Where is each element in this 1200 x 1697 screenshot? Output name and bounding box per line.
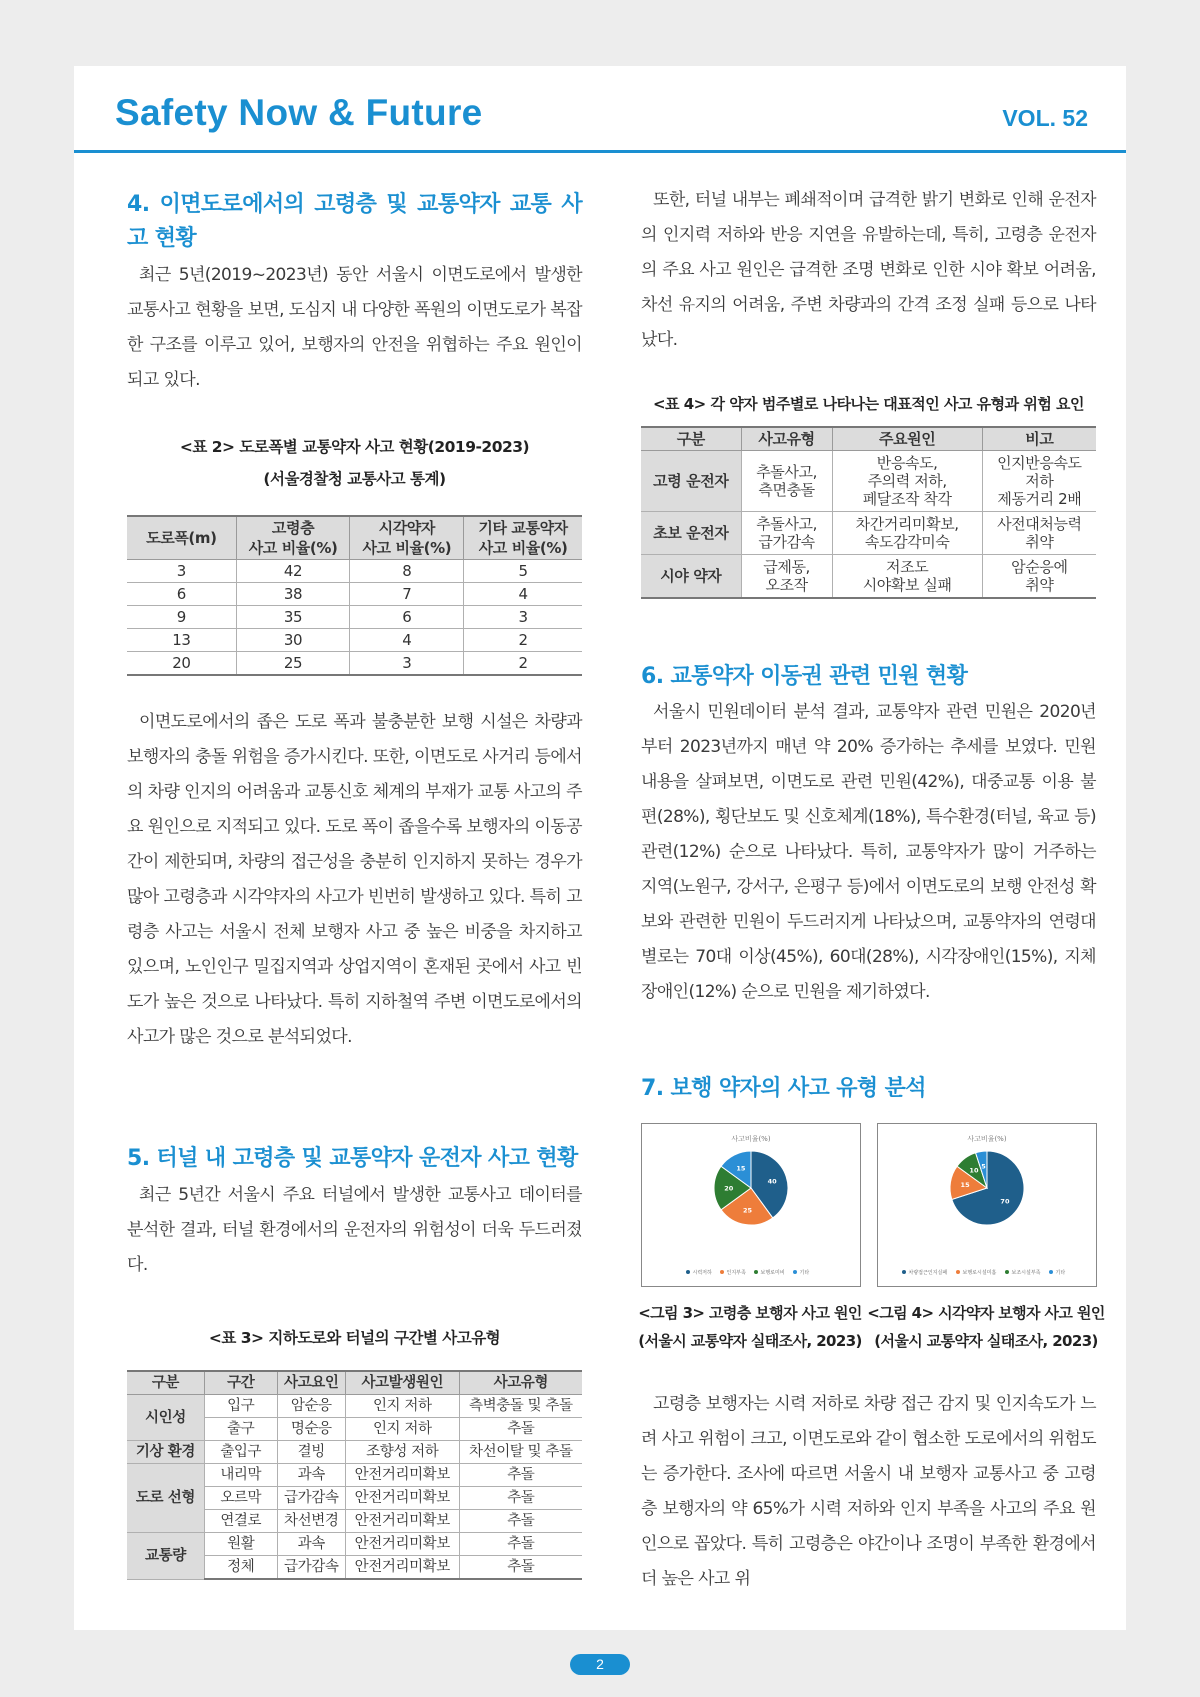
legend-label: 인지부족 [726,1270,746,1276]
table-row [127,606,582,629]
table-header-cell: 기타 교통약자 사고 비율(%) [464,516,582,560]
table-cell: 20 [127,652,236,676]
table-header-cell: 사고유형 [741,427,832,451]
table-cell: 차선변경 [277,1510,345,1533]
figure-4-source: (서울시 교통약자 실태조사, 2023) [874,1332,1098,1350]
table-header-row [127,516,582,560]
table-cell: 2 [464,652,582,676]
table-cell: 인지 저하 [345,1395,459,1418]
table-cell: 35 [236,606,350,629]
table-cell: 사전대처능력 취약 [982,512,1096,555]
section-7-paragraph-1: 고령층 보행자는 시력 저하로 차량 접근 감지 및 인지속도가 느려 사고 위험이 크고, 이면도로와 같이 협소한 도로에서의 위험도는 증가한다. 조사에 따르면 서울시 내 보행자 교통사고 중 고령층 보행자의 약 65%가 시력 저하와 인지 부족을 사고의 주요 원인으로 꼽았다. 특히 고령층은 야간이나 조명이 부족한 환경에서 더 높은 사고 위 [641,1394,1096,1589]
section-4-paragraph-1: 최근 5년(2019~2023년) 동안 서울시 이면도로에서 발생한 교통사고 현황을 보면, 도심지 내 다양한 폭원의 이면도로가 복잡한 구조를 이루고 있어, 보행자의 안전을 위협하는 주요 원인이 되고 있다. [127,265,582,390]
table-row [127,1533,582,1556]
table-cell: 추돌 [459,1487,582,1510]
section-5 [127,1142,582,1283]
chart-legend [686,1269,809,1276]
table-cell: 안전거리미확보 [345,1487,459,1510]
table-header-cell: 도로폭(m) [127,516,236,560]
table-row [641,512,1096,555]
table-cell: 암순응에 취약 [982,555,1096,599]
pie-chart-4 [878,1124,1096,1286]
table-cell: 출구 [204,1418,277,1441]
table-cell: 추돌사고, 측면충돌 [741,451,832,512]
table-header-cell: 사고발생원인 [345,1371,459,1395]
table-group-cell: 도로 선형 [127,1464,204,1533]
data-label: 20 [724,1184,734,1193]
data-label: 70 [1000,1197,1010,1206]
table-header-cell: 비고 [982,427,1096,451]
table-header-cell: 구간 [204,1371,277,1395]
table-header-row [641,427,1096,451]
table-row [127,652,582,676]
table-cell: 8 [350,560,464,583]
table-cell: 명순응 [277,1418,345,1441]
table-cell: 38 [236,583,350,606]
figure-4-chart [877,1123,1097,1287]
table-cell: 안전거리미확보 [345,1556,459,1580]
section-5-paragraph-1: 최근 5년간 서울시 주요 터널에서 발생한 교통사고 데이터를 분석한 결과, 터널 환경에서의 운전자의 위험성이 더욱 두드러졌다. [127,1185,582,1275]
legend-marker [902,1270,906,1274]
data-label: 10 [969,1166,979,1175]
table-cell: 오르막 [204,1487,277,1510]
table-3-caption: <표 3> 지하도로와 터널의 구간별 사고유형 [208,1329,501,1347]
table-cell: 연결로 [204,1510,277,1533]
table-cell: 저조도 시야확보 실패 [832,555,982,599]
table-cell: 추돌 [459,1510,582,1533]
table-group-cell: 초보 운전자 [641,512,741,555]
legend-marker [720,1270,724,1274]
table-cell: 추돌 [459,1556,582,1580]
section-6-paragraph-1: 서울시 민원데이터 분석 결과, 교통약자 관련 민원은 2020년부터 2023년까지 매년 약 20% 증가하는 추세를 보였다. 민원 내용을 살펴보면, 이면도로 관련 민원(42%), 대중교통 이용 불편(28%), 횡단보도 및 신호체계(18%), 특수환경(터널, 육교 등) 관련(12%) 순으로 나타났다. 특히, 교통약자가 많이 거주하는 지역(노원구, 강서구, 은평구 등)에서 이면도로의 보행 안전성 확보와 관련한 민원이 두드러지게 나타났으며, 교통약자의 연령대별로는 70대 이상(45%), 60대(28%), 시각장애인(15%), 지체장애인(12%) 순으로 민원을 제기하였다. [641,702,1096,1002]
table-cell: 출입구 [204,1441,277,1464]
data-label: 40 [767,1177,777,1186]
legend-marker [956,1270,960,1274]
table-header-cell: 주요원인 [832,427,982,451]
table-header-row [127,1371,582,1395]
table-cell: 6 [350,606,464,629]
chart-title: 사고비율(%) [731,1135,771,1143]
table-4-block [641,388,1096,599]
table-cell: 9 [127,606,236,629]
legend-label: 시력저하 [692,1270,712,1276]
section-5-title: 5. 터널 내 고령층 및 교통약자 운전자 사고 현황 [127,1146,578,1171]
legend-label: 보조시설부족 [1011,1270,1041,1276]
legend-marker [1049,1270,1053,1274]
table-cell: 과속 [277,1533,345,1556]
table-4 [641,426,1096,599]
table-cell: 30 [236,629,350,652]
table-4-caption: <표 4> 각 약자 범주별로 나타나는 대표적인 사고 유형과 위험 요인 [652,395,1085,413]
table-cell: 차간거리미확보, 속도감각미숙 [832,512,982,555]
figure-4-title: <그림 4> 시각약자 보행자 사고 원인 [867,1304,1105,1322]
table-cell: 급가감속 [277,1487,345,1510]
table-cell: 반응속도, 주의력 저하, 페달조작 착각 [832,451,982,512]
table-cell: 급제동, 오조작 [741,555,832,599]
table-cell: 측벽충돌 및 추돌 [459,1395,582,1418]
table-cell: 추돌 [459,1418,582,1441]
section-4 [127,188,582,398]
data-label: 15 [736,1164,746,1173]
table-cell: 5 [464,560,582,583]
table-row [641,451,1096,512]
table-2-caption: <표 2> 도로폭별 교통약자 사고 현황(2019-2023) [179,438,530,456]
legend-marker [754,1270,758,1274]
table-cell: 3 [464,606,582,629]
section-6 [641,660,1096,1010]
table-group-cell: 기상 환경 [127,1441,204,1464]
section-7-heading [641,1072,1096,1106]
section-4-paragraph-2: 이면도로에서의 좁은 도로 폭과 불충분한 보행 시설은 차량과 보행자의 충돌 위험을 증가시킨다. 또한, 이면도로 사거리 등에서의 차량 인지의 어려움과 교통신호 체계의 부재가 교통 사고의 주요 원인으로 지적되고 있다. 도로 폭이 좁을수록 보행자의 이동공간이 제한되며, 차량의 접근성을 충분히 인지하지 못하는 경우가 많아 고령층과 시각약자의 사고가 빈번히 발생하고 있다. 특히 고령층 사고는 서울시 전체 보행자 사고 중 높은 비중을 차지하고 있으며, 노인인구 밀집지역과 상업지역이 혼재된 곳에서 사고 빈도가 높은 것으로 나타났다. 특히 지하철역 주변 이면도로에서의 사고가 많은 것으로 분석되었다. [127,712,582,1047]
table-cell: 과속 [277,1464,345,1487]
table-3-block [127,1322,582,1580]
table-cell: 4 [350,629,464,652]
figure-3-title: <그림 3> 고령층 보행자 사고 원인 [638,1304,862,1322]
table-cell: 7 [350,583,464,606]
table-row [127,1395,582,1418]
table-cell: 42 [236,560,350,583]
figure-4-caption [866,1299,1106,1355]
table-cell: 안전거리미확보 [345,1510,459,1533]
table-group-cell: 교통량 [127,1533,204,1580]
table-header-cell: 사고요인 [277,1371,345,1395]
table-2 [127,515,582,676]
data-label: 25 [743,1206,753,1215]
table-group-cell: 시인성 [127,1395,204,1441]
table-cell: 인지 저하 [345,1418,459,1441]
table-cell: 급가감속 [277,1556,345,1580]
table-cell: 안전거리미확보 [345,1533,459,1556]
volume-label: VOL. 52 [1002,105,1088,131]
legend-label: 차량접근인지실패 [908,1270,948,1276]
legend-label: 보행로미비 [760,1270,785,1276]
section-6-title: 6. 교통약자 이동권 관련 민원 현황 [641,664,968,689]
table-cell: 3 [127,560,236,583]
figure-3-caption [630,1299,870,1355]
table-cell: 25 [236,652,350,676]
chart-legend [902,1269,1065,1276]
section-7-body [641,1387,1096,1597]
table-cell: 추돌 [459,1533,582,1556]
legend-marker [686,1270,690,1274]
table-row [127,629,582,652]
figure-3-chart [641,1123,861,1287]
table-cell: 13 [127,629,236,652]
legend-label: 보행로시설미흡 [962,1270,997,1276]
data-label: 15 [960,1181,970,1190]
table-cell: 차선이탈 및 추돌 [459,1441,582,1464]
table-row [127,560,582,583]
table-cell: 3 [350,652,464,676]
table-cell: 결빙 [277,1441,345,1464]
magazine-title: Safety Now & Future [115,92,483,133]
table-row [127,583,582,606]
table-3 [127,1370,582,1580]
table-row [127,1441,582,1464]
table-cell: 추돌사고, 급가감속 [741,512,832,555]
section-7-title: 7. 보행 약자의 사고 유형 분석 [641,1076,926,1101]
table-cell: 원활 [204,1533,277,1556]
table-2-block [127,431,582,676]
figure-3-source: (서울시 교통약자 실태조사, 2023) [638,1332,862,1350]
chart-title: 사고비율(%) [967,1135,1007,1143]
section-4-title: 4. 이면도로에서의 고령층 및 교통약자 교통 사고 현황 [127,192,582,251]
legend-marker [793,1270,797,1274]
table-cell: 인지반응속도 저하 제동거리 2배 [982,451,1096,512]
table-header-cell: 사고유형 [459,1371,582,1395]
page-number: 2 [570,1654,630,1675]
table-header-cell: 시각약자 사고 비율(%) [350,516,464,560]
header-rule [74,150,1126,153]
table-header-cell: 고령층 사고 비율(%) [236,516,350,560]
legend-label: 기타 [799,1270,810,1276]
table-cell: 추돌 [459,1464,582,1487]
table-cell: 2 [464,629,582,652]
table-cell: 입구 [204,1395,277,1418]
table-group-cell: 고령 운전자 [641,451,741,512]
legend-marker [1005,1270,1009,1274]
table-header-cell: 구분 [127,1371,204,1395]
section-4-body [127,705,582,1055]
table-cell: 4 [464,583,582,606]
table-2-source: (서울경찰청 교통사고 통계) [263,470,446,488]
table-header-cell: 구분 [641,427,741,451]
table-group-cell: 시야 약자 [641,555,741,599]
right-intro [641,183,1096,358]
right-intro-paragraph: 또한, 터널 내부는 폐쇄적이며 급격한 밝기 변화로 인해 운전자의 인지력 저하와 반응 지연을 유발하는데, 특히, 고령층 운전자의 주요 사고 원인은 급격한 조명 변화로 인한 시야 확보 어려움, 차선 유지의 어려움, 주변 차량과의 간격 조정 실패 등으로 나타났다. [641,190,1096,350]
table-cell: 정체 [204,1556,277,1580]
table-cell: 조향성 저하 [345,1441,459,1464]
legend-label: 기타 [1055,1270,1066,1276]
table-cell: 안전거리미확보 [345,1464,459,1487]
table-row [641,555,1096,599]
data-label: 5 [981,1162,986,1171]
table-cell: 6 [127,583,236,606]
table-cell: 암순응 [277,1395,345,1418]
table-row [127,1464,582,1487]
table-cell: 내리막 [204,1464,277,1487]
pie-chart-3 [642,1124,860,1286]
